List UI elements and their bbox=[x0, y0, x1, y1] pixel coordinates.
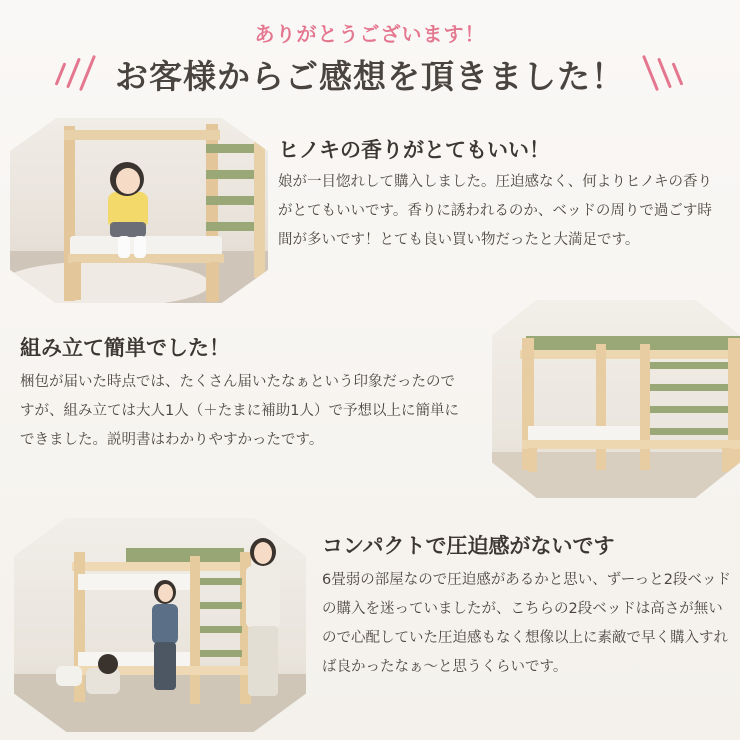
page-title: お客様からご感想を頂きました！ bbox=[115, 57, 625, 96]
review-body-3: 6畳弱の部屋なので圧迫感があるかと思い、ずーっと2段ベッドの購入を迷っていましたが、こちらの2段ベッドは高さが無いので心配していた圧迫感もなく想像以上に素敵で早く購入すれば良かったなぁ～と思うくらいです。 bbox=[322, 572, 731, 675]
review-photo-1 bbox=[10, 118, 268, 303]
review-body-2: 梱包が届いた時点では、たくさん届いたなぁという印象だったのですが、組み立ては大人1人（＋たまに補助1人）で予想以上に簡単にできました。説明書はわかりやすかったです。 bbox=[20, 374, 459, 448]
review-title-2: 組み立て簡単でした！ bbox=[20, 336, 230, 360]
header-title-row bbox=[0, 51, 740, 98]
header-subtitle: ありがとうございます！ bbox=[254, 22, 486, 46]
review-title-1: ヒノキの香りがとてもいい！ bbox=[278, 138, 550, 162]
page-header bbox=[0, 0, 740, 108]
review-body-1: 娘が一目惚れして購入しました。圧迫感なく、何よりヒノキの香りがとてもいいです。香りに誘われるのか、ベッドの周りで過ごす時間が多いです！とても良い買い物だったと大満足です。 bbox=[278, 174, 712, 248]
review-title-3: コンパクトで圧迫感がないです bbox=[322, 534, 615, 558]
review-photo-3 bbox=[14, 518, 306, 732]
slash-right-icon bbox=[639, 52, 685, 98]
review-photo-2 bbox=[492, 300, 740, 498]
slash-left-icon bbox=[55, 52, 101, 98]
